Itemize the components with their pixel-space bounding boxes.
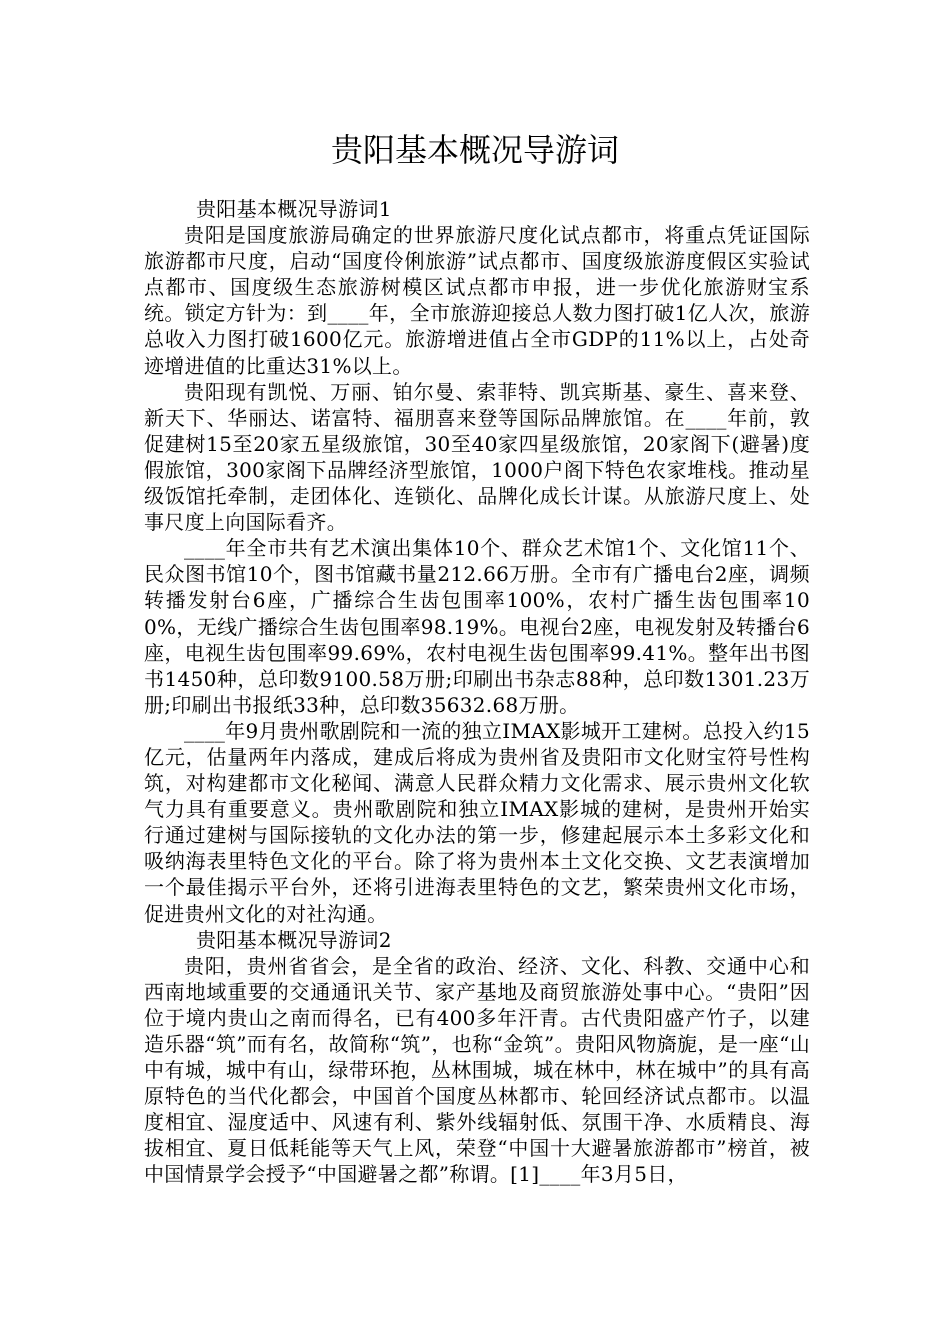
paragraph: 贵阳，贵州省省会，是全省的政治、经济、文化、科教、交通中心和西南地域重要的交通通讯关节、家产基地及商贸旅游处事中心。“贵阳”因位于境内贵山之南而得名，已有400多年汗青。古代贵阳盛产竹子，以建造乐器“筑”而有名，故简称“筑”，也称“金筑”。贵阳风物旖旎，是一座“山中有城，城中有山，绿带环抱，丛林围城，城在林中，林在城中”的具有高原特色的当代化都会，中国首个国度丛林都市、轮回经济试点都市。以温度相宜、湿度适中、风速有利、紫外线辐射低、氛围干净、水质精良、海拔相宜、夏日低耗能等天气上风，荣登“中国十大避暑旅游都市”榜首，被中国情景学会授予“中国避暑之都”称谓。[1]____年3月5日， bbox=[144, 953, 810, 1187]
section-heading: 贵阳基本概况导游词1 bbox=[196, 197, 392, 221]
section-heading: 贵阳基本概况导游词2 bbox=[196, 927, 392, 952]
paragraph: 贵阳是国度旅游局确定的世界旅游尺度化试点都市，将重点凭证国际旅游都市尺度，启动“国度伶俐旅游”试点都市、国度级旅游度假区实验试点都市、国度级生态旅游树模区试点都市申报，进一步优化旅游财宝系统。锁定方针为：到____年，全市旅游迎接总人数力图打破1亿人次，旅游总收入力图打破1600亿元。旅游增进值占全市GDP的11%以上，占处奇迹增进值的比重达31%以上。 bbox=[144, 223, 810, 378]
paragraph: ____年全市共有艺术演出集体10个、群众艺术馆1个、文化馆11个、民众图书馆10个，图书馆藏书量212.66万册。全市有广播电台2座，调频转播发射台6座，广播综合生齿包围率100%，农村广播生齿包围率100%，无线广播综合生齿包围率98.19%。电视台2座，电视发射及转播台6座，电视生齿包围率99.69%，农村电视生齿包围率99.41%。整年出书图书1450种，总印数9100.58万册;印刷出书杂志88种，总印数1301.23万册;印刷出书报纸33种，总印数35632.68万册。 bbox=[144, 536, 810, 717]
document-title: 贵阳基本概况导游词 bbox=[330, 131, 619, 169]
paragraph: ____年9月贵州歌剧院和一流的独立IMAX影城开工建树。总投入约15亿元，估量两年内落成，建成后将成为贵州省及贵阳市文化财宝符号性构筑，对构建都市文化秘闻、满意人民群众精力文化需求、展示贵州文化软气力具有重要意义。贵州歌剧院和独立IMAX影城的建树，是贵州开始实行通过建树与国际接轨的文化办法的第一步，修建起展示本土多彩文化和吸纳海表里特色文化的平台。除了将为贵州本土文化交换、文艺表演增加一个最佳揭示平台外，还将引进海表里特色的文艺，繁荣贵州文化市场，促进贵州文化的对社沟通。 bbox=[144, 718, 810, 926]
paragraph: 贵阳现有凯悦、万丽、铂尔曼、索菲特、凯宾斯基、豪生、喜来登、新天下、华丽达、诺富特、福朋喜来登等国际品牌旅馆。在____年前，敦促建树15至20家五星级旅馆，30至40家四星级旅馆，20家阁下(避暑)度假旅馆，300家阁下品牌经济型旅馆，1000户阁下特色农家堆栈。推动星级饭馆托牵制，走团体化、连锁化、品牌化成长计谋。从旅游尺度上、处事尺度上向国际看齐。 bbox=[144, 379, 810, 535]
document-body bbox=[144, 196, 810, 1188]
